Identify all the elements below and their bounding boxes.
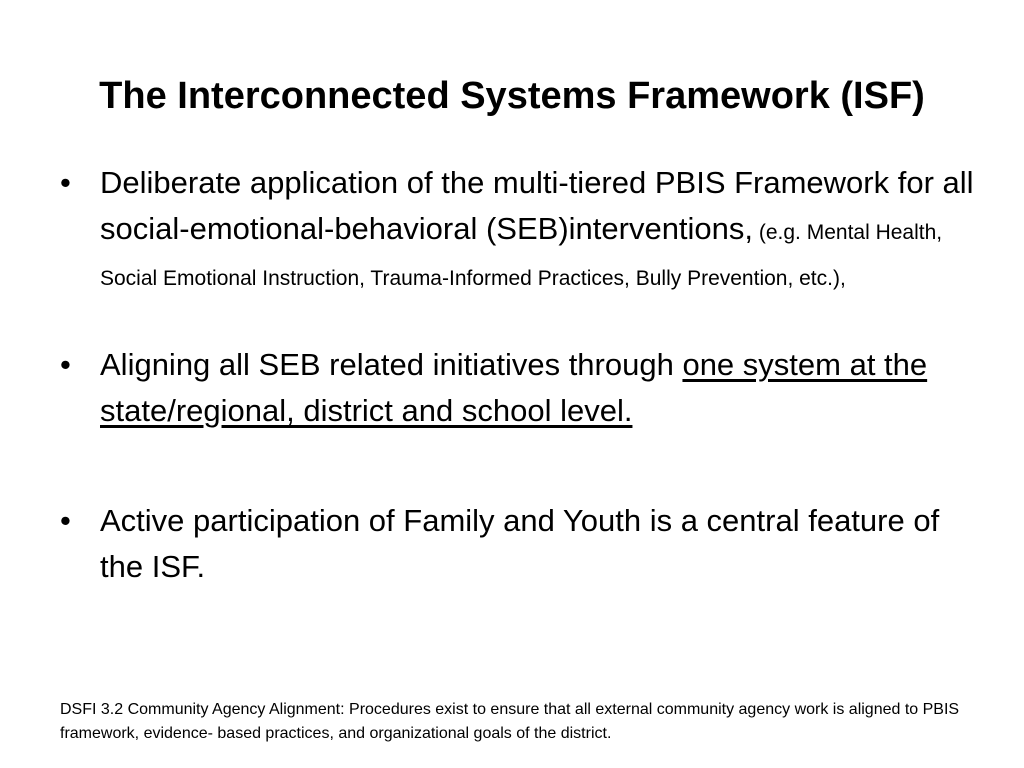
bullet-underlined-text: one system at the state/regional, district and school level. [100,347,928,428]
bullet-list [60,160,980,590]
bullet-text: Deliberate application of the multi-tiered PBIS Framework for all social-emotional-behavioral (SEB)interventions, [100,165,974,246]
bullet-item [60,498,980,590]
footer-note: DSFI 3.2 Community Agency Alignment: Procedures exist to ensure that all external community agency work is aligned to PBIS framework, evidence- based practices, and organizational goals of the district. [60,701,960,742]
bullet-item [60,160,980,298]
bullet-dot: • [60,347,71,382]
bullet-item [60,342,980,434]
bullet-examples: (e.g. Mental Health, Social Emotional Instruction, Trauma-Informed Practices, Bully Prevention, etc.), [100,221,943,290]
slide-title: The Interconnected Systems Framework (ISF) [99,75,925,117]
bullet-dot: • [60,503,71,538]
bullet-dot: • [60,165,71,200]
bullet-text: Active participation of Family and Youth is a central feature of the ISF. [100,503,940,584]
bullet-text: Aligning all SEB related initiatives through [100,347,683,382]
